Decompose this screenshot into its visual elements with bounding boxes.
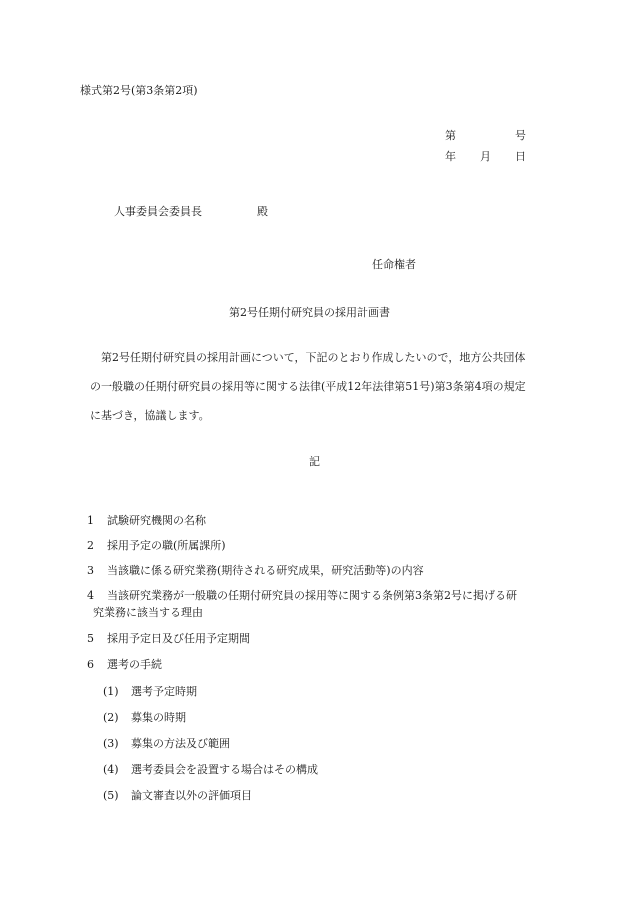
item-number: 3 [87, 564, 94, 577]
ki-heading: 記 [309, 455, 320, 468]
sub-item-number: (5) [103, 789, 119, 802]
item-text: 当該研究業務が一般職の任期付研究員の採用等に関する条例第3条第2号に掲げる研 [107, 589, 517, 602]
sub-item-number: (3) [103, 737, 119, 750]
item-number: 1 [87, 514, 94, 527]
sub-item-text: 募集の方法及び範囲 [131, 737, 230, 750]
list-item [87, 658, 162, 672]
sub-item [103, 711, 186, 725]
sub-item [103, 763, 318, 777]
item-text: 試験研究機関の名称 [107, 514, 206, 527]
number-prefix: 第 [445, 129, 456, 142]
date-month: 月 [480, 150, 491, 163]
sub-item-text: 選考委員会を設置する場合はその構成 [131, 763, 318, 776]
recipient-title: 人事委員会委員長 [114, 205, 202, 218]
sub-item [103, 737, 230, 751]
sub-item-number: (2) [103, 711, 119, 724]
body-line: に基づき，協議します。 [90, 409, 210, 422]
sender: 任命権者 [372, 258, 416, 271]
item-text: 当該職に係る研究業務(期待される研究成果，研究活動等)の内容 [107, 564, 424, 577]
body-line: 第2号任期付研究員の採用計画について，下記のとおり作成したいので，地方公共団体 [90, 351, 526, 364]
item-text-continued: 究業務に該当する理由 [93, 606, 203, 619]
sub-item-text: 選考予定時期 [131, 685, 197, 698]
recipient-honorific: 殿 [257, 205, 268, 218]
item-number: 5 [87, 632, 94, 645]
list-item [87, 539, 226, 553]
form-label: 様式第2号(第3条第2項) [80, 84, 198, 97]
date-year: 年 [445, 150, 456, 163]
sub-item-text: 論文審査以外の評価項目 [131, 789, 252, 802]
item-text: 採用予定日及び任用予定期間 [107, 632, 250, 645]
sub-item-text: 募集の時期 [131, 711, 186, 724]
sub-item-number: (4) [103, 763, 119, 776]
item-number: 4 [87, 589, 94, 602]
sub-item [103, 789, 252, 803]
item-number: 6 [87, 658, 94, 671]
item-text: 採用予定の職(所属課所) [107, 539, 226, 552]
sub-item-number: (1) [103, 685, 119, 698]
item-number: 2 [87, 539, 94, 552]
date-day: 日 [515, 150, 526, 163]
list-item [87, 589, 517, 603]
doc-title: 第2号任期付研究員の採用計画書 [229, 306, 390, 319]
list-item [87, 564, 424, 578]
item-text: 選考の手続 [107, 658, 162, 671]
list-item [87, 632, 250, 646]
list-item [87, 514, 206, 528]
sub-item [103, 685, 197, 699]
body-line: の一般職の任期付研究員の採用等に関する法律(平成12年法律第51号)第3条第4項の規定 [90, 380, 526, 393]
number-suffix: 号 [515, 129, 526, 142]
